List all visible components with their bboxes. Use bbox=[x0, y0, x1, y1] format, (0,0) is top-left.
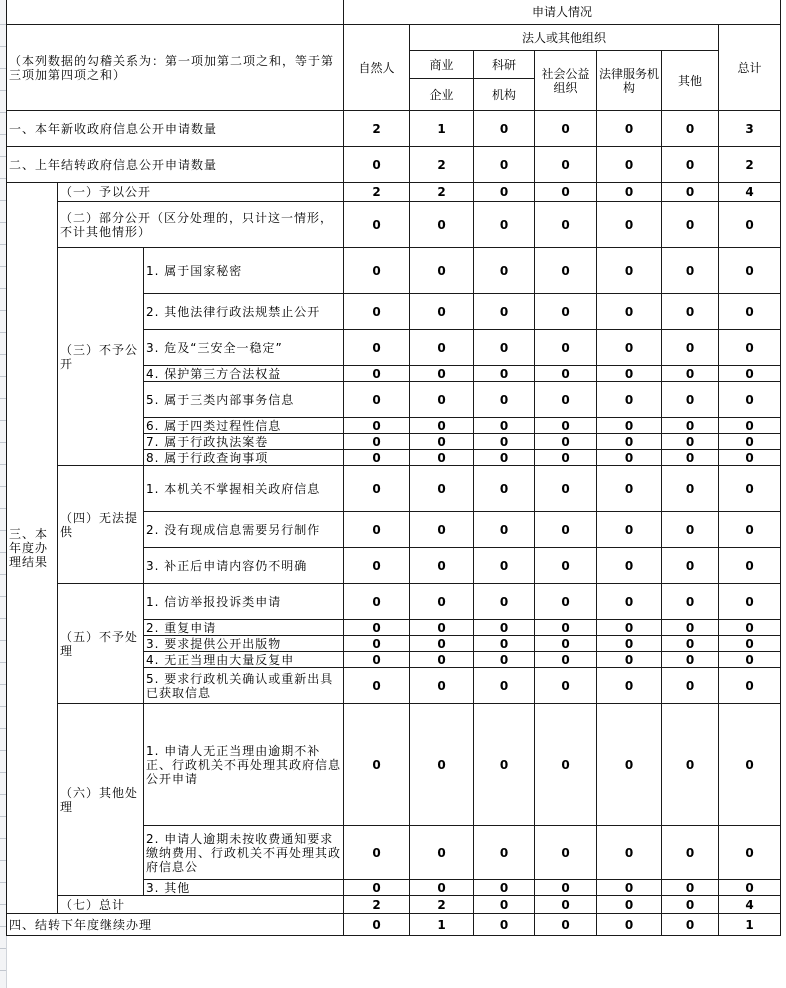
s4-item-label: 3. 补正后申请内容仍不明确 bbox=[144, 548, 344, 584]
s5-item-value-1: 0 bbox=[410, 636, 474, 652]
header-corner-top bbox=[7, 0, 344, 25]
table-row bbox=[7, 111, 781, 147]
s5-item-value-6: 0 bbox=[719, 652, 781, 668]
s4-item-value-5: 0 bbox=[662, 466, 719, 512]
s2-value-1: 0 bbox=[410, 202, 474, 248]
s3-item-value-1: 0 bbox=[410, 330, 474, 366]
s5-item-value-2: 0 bbox=[474, 652, 535, 668]
s5-item-value-5: 0 bbox=[662, 668, 719, 704]
s5-item-label: 3. 要求提供公开出版物 bbox=[144, 636, 344, 652]
header-research-bottom: 机构 bbox=[474, 79, 535, 111]
s4-label: （四）无法提供 bbox=[58, 466, 144, 584]
s6-item-value-6: 0 bbox=[719, 880, 781, 896]
s6-item-value-5: 0 bbox=[662, 826, 719, 880]
s3-item-value-3: 0 bbox=[535, 382, 597, 418]
table-row bbox=[7, 202, 781, 248]
s1-value-2: 0 bbox=[474, 183, 535, 202]
s3-item-value-0: 0 bbox=[344, 294, 410, 330]
header-natural-person: 自然人 bbox=[344, 25, 410, 111]
s4-item-value-5: 0 bbox=[662, 512, 719, 548]
s3-item-value-2: 0 bbox=[474, 366, 535, 382]
s3-item-value-4: 0 bbox=[597, 366, 662, 382]
s5-item-value-6: 0 bbox=[719, 668, 781, 704]
s3-item-value-6: 0 bbox=[719, 450, 781, 466]
s3-item-value-3: 0 bbox=[535, 294, 597, 330]
s6-item-value-2: 0 bbox=[474, 704, 535, 826]
s3-item-value-1: 0 bbox=[410, 450, 474, 466]
header-other: 其他 bbox=[662, 51, 719, 111]
s6-item-value-1: 0 bbox=[410, 880, 474, 896]
s6-item-value-1: 0 bbox=[410, 826, 474, 880]
s3-item-value-4: 0 bbox=[597, 434, 662, 450]
s5-item-value-4: 0 bbox=[597, 620, 662, 636]
s6-item-value-0: 0 bbox=[344, 826, 410, 880]
row-new-requests-value-0: 2 bbox=[344, 111, 410, 147]
s3-item-value-0: 0 bbox=[344, 382, 410, 418]
s6-item-value-0: 0 bbox=[344, 704, 410, 826]
s5-item-value-4: 0 bbox=[597, 668, 662, 704]
s2-value-6: 0 bbox=[719, 202, 781, 248]
s7-label: （七）总计 bbox=[58, 896, 344, 914]
s6-item-value-2: 0 bbox=[474, 880, 535, 896]
s3-item-label: 1. 属于国家秘密 bbox=[144, 248, 344, 294]
s2-label: （二）部分公开（区分处理的，只计这一情形，不计其他情形） bbox=[58, 202, 344, 248]
s3-item-value-3: 0 bbox=[535, 366, 597, 382]
gutter-mark bbox=[0, 948, 6, 949]
s4-item-label: 2. 没有现成信息需要另行制作 bbox=[144, 512, 344, 548]
s4-item-value-3: 0 bbox=[535, 548, 597, 584]
s5-item-value-1: 0 bbox=[410, 668, 474, 704]
s3-item-value-2: 0 bbox=[474, 382, 535, 418]
s6-item-value-5: 0 bbox=[662, 704, 719, 826]
s3-item-value-2: 0 bbox=[474, 294, 535, 330]
table-row bbox=[7, 147, 781, 183]
s5-item-value-1: 0 bbox=[410, 584, 474, 620]
s3-item-value-4: 0 bbox=[597, 330, 662, 366]
s4-item-value-2: 0 bbox=[474, 548, 535, 584]
table-row bbox=[7, 704, 781, 826]
row-carry-forward-value-4: 0 bbox=[597, 914, 662, 936]
s1-label: （一）予以公开 bbox=[58, 183, 344, 202]
s7-value-4: 0 bbox=[597, 896, 662, 914]
row-new-requests-value-1: 1 bbox=[410, 111, 474, 147]
s4-item-value-6: 0 bbox=[719, 512, 781, 548]
s3-item-label: 7. 属于行政执法案卷 bbox=[144, 434, 344, 450]
table-row bbox=[7, 914, 781, 936]
s1-value-5: 0 bbox=[662, 183, 719, 202]
header-social: 社会公益组织 bbox=[535, 51, 597, 111]
header-commercial-bottom: 企业 bbox=[410, 79, 474, 111]
s3-item-value-5: 0 bbox=[662, 248, 719, 294]
s5-item-label: 2. 重复申请 bbox=[144, 620, 344, 636]
row-new-requests-value-4: 0 bbox=[597, 111, 662, 147]
s3-item-value-5: 0 bbox=[662, 366, 719, 382]
s3-item-label: 3. 危及“三安全一稳定” bbox=[144, 330, 344, 366]
s6-label: （六）其他处理 bbox=[58, 704, 144, 896]
s5-item-value-2: 0 bbox=[474, 668, 535, 704]
s4-item-value-2: 0 bbox=[474, 512, 535, 548]
row-carried-over-label: 二、上年结转政府信息公开申请数量 bbox=[7, 147, 344, 183]
s7-value-0: 2 bbox=[344, 896, 410, 914]
s5-item-value-5: 0 bbox=[662, 652, 719, 668]
row-carry-forward-value-3: 0 bbox=[535, 914, 597, 936]
s5-item-value-6: 0 bbox=[719, 636, 781, 652]
header-commercial-top: 商业 bbox=[410, 51, 474, 79]
s7-value-5: 0 bbox=[662, 896, 719, 914]
row-carried-over-value-3: 0 bbox=[535, 147, 597, 183]
s3-item-value-6: 0 bbox=[719, 418, 781, 434]
table-row bbox=[7, 584, 781, 620]
s6-item-value-3: 0 bbox=[535, 704, 597, 826]
s5-item-value-5: 0 bbox=[662, 584, 719, 620]
s3-item-value-2: 0 bbox=[474, 248, 535, 294]
s5-label: （五）不予处理 bbox=[58, 584, 144, 704]
s3-item-value-3: 0 bbox=[535, 248, 597, 294]
s3-item-value-2: 0 bbox=[474, 450, 535, 466]
s3-item-value-1: 0 bbox=[410, 382, 474, 418]
s5-item-value-1: 0 bbox=[410, 652, 474, 668]
s4-item-value-0: 0 bbox=[344, 548, 410, 584]
s3-item-value-2: 0 bbox=[474, 434, 535, 450]
s3-item-value-1: 0 bbox=[410, 418, 474, 434]
s1-value-4: 0 bbox=[597, 183, 662, 202]
s2-value-2: 0 bbox=[474, 202, 535, 248]
s6-item-value-4: 0 bbox=[597, 880, 662, 896]
s5-item-value-4: 0 bbox=[597, 584, 662, 620]
s2-value-3: 0 bbox=[535, 202, 597, 248]
s2-value-4: 0 bbox=[597, 202, 662, 248]
row-new-requests-value-2: 0 bbox=[474, 111, 535, 147]
s3-item-value-3: 0 bbox=[535, 434, 597, 450]
table-row bbox=[7, 466, 781, 512]
s3-item-value-5: 0 bbox=[662, 382, 719, 418]
s6-item-value-5: 0 bbox=[662, 880, 719, 896]
header-legal-org: 法人或其他组织 bbox=[410, 25, 719, 51]
s5-item-value-0: 0 bbox=[344, 584, 410, 620]
table-row bbox=[7, 248, 781, 294]
s6-item-value-6: 0 bbox=[719, 704, 781, 826]
s5-item-value-2: 0 bbox=[474, 584, 535, 620]
gutter-mark bbox=[0, 970, 6, 971]
header-note: （本列数据的勾稽关系为：第一项加第二项之和，等于第三项加第四项之和） bbox=[7, 25, 344, 111]
s5-item-value-3: 0 bbox=[535, 584, 597, 620]
s3-item-label: 2. 其他法律行政法规禁止公开 bbox=[144, 294, 344, 330]
s6-item-value-0: 0 bbox=[344, 880, 410, 896]
s3-item-value-3: 0 bbox=[535, 450, 597, 466]
s6-item-value-3: 0 bbox=[535, 826, 597, 880]
s6-item-value-6: 0 bbox=[719, 826, 781, 880]
s6-item-label: 1. 申请人无正当理由逾期不补正、行政机关不再处理其政府信息公开申请 bbox=[144, 704, 344, 826]
s3-item-value-2: 0 bbox=[474, 418, 535, 434]
s5-item-value-2: 0 bbox=[474, 620, 535, 636]
s3-item-label: 4. 保护第三方合法权益 bbox=[144, 366, 344, 382]
s2-value-5: 0 bbox=[662, 202, 719, 248]
s5-item-value-3: 0 bbox=[535, 636, 597, 652]
row-carried-over-value-1: 2 bbox=[410, 147, 474, 183]
s3-item-value-6: 0 bbox=[719, 248, 781, 294]
s3-item-value-5: 0 bbox=[662, 294, 719, 330]
s3-item-value-4: 0 bbox=[597, 450, 662, 466]
s3-item-value-5: 0 bbox=[662, 418, 719, 434]
s4-item-value-1: 0 bbox=[410, 466, 474, 512]
report-table bbox=[6, 0, 781, 936]
s3-item-value-0: 0 bbox=[344, 366, 410, 382]
s7-value-2: 0 bbox=[474, 896, 535, 914]
s4-item-value-1: 0 bbox=[410, 512, 474, 548]
s3-item-value-1: 0 bbox=[410, 294, 474, 330]
s3-label: （三）不予公开 bbox=[58, 248, 144, 466]
s3-item-label: 5. 属于三类内部事务信息 bbox=[144, 382, 344, 418]
row-new-requests-value-6: 3 bbox=[719, 111, 781, 147]
s2-value-0: 0 bbox=[344, 202, 410, 248]
row-carried-over-value-2: 0 bbox=[474, 147, 535, 183]
table-row bbox=[7, 183, 781, 202]
row-carried-over-value-4: 0 bbox=[597, 147, 662, 183]
s5-item-value-0: 0 bbox=[344, 652, 410, 668]
s5-item-value-5: 0 bbox=[662, 620, 719, 636]
s4-item-value-6: 0 bbox=[719, 548, 781, 584]
s4-item-value-3: 0 bbox=[535, 512, 597, 548]
row-carried-over-value-6: 2 bbox=[719, 147, 781, 183]
s7-value-3: 0 bbox=[535, 896, 597, 914]
s1-value-3: 0 bbox=[535, 183, 597, 202]
header-applicant: 申请人情况 bbox=[344, 0, 781, 25]
s3-item-value-6: 0 bbox=[719, 330, 781, 366]
row-carried-over-value-0: 0 bbox=[344, 147, 410, 183]
s3-item-label: 8. 属于行政查询事项 bbox=[144, 450, 344, 466]
s7-value-1: 2 bbox=[410, 896, 474, 914]
row-new-requests-value-3: 0 bbox=[535, 111, 597, 147]
s4-item-value-4: 0 bbox=[597, 466, 662, 512]
row-carried-over-value-5: 0 bbox=[662, 147, 719, 183]
s3-item-value-0: 0 bbox=[344, 330, 410, 366]
s3-item-value-2: 0 bbox=[474, 330, 535, 366]
section3-label: 三、本年度办理结果 bbox=[7, 183, 58, 914]
header-total: 总计 bbox=[719, 25, 781, 111]
s5-item-label: 5. 要求行政机关确认或重新出具已获取信息 bbox=[144, 668, 344, 704]
row-new-requests-label: 一、本年新收政府信息公开申请数量 bbox=[7, 111, 344, 147]
s5-item-label: 1. 信访举报投诉类申请 bbox=[144, 584, 344, 620]
s5-item-value-2: 0 bbox=[474, 636, 535, 652]
s3-item-label: 6. 属于四类过程性信息 bbox=[144, 418, 344, 434]
s3-item-value-6: 0 bbox=[719, 366, 781, 382]
s3-item-value-3: 0 bbox=[535, 418, 597, 434]
s5-item-value-0: 0 bbox=[344, 668, 410, 704]
s6-item-value-3: 0 bbox=[535, 880, 597, 896]
s3-item-value-1: 0 bbox=[410, 366, 474, 382]
s4-item-value-0: 0 bbox=[344, 512, 410, 548]
s4-item-value-3: 0 bbox=[535, 466, 597, 512]
s3-item-value-4: 0 bbox=[597, 418, 662, 434]
s3-item-value-1: 0 bbox=[410, 248, 474, 294]
s6-item-label: 3. 其他 bbox=[144, 880, 344, 896]
s5-item-value-5: 0 bbox=[662, 636, 719, 652]
s3-item-value-4: 0 bbox=[597, 248, 662, 294]
s3-item-value-5: 0 bbox=[662, 330, 719, 366]
s3-item-value-0: 0 bbox=[344, 434, 410, 450]
s5-item-value-4: 0 bbox=[597, 636, 662, 652]
s5-item-value-3: 0 bbox=[535, 652, 597, 668]
s4-item-value-2: 0 bbox=[474, 466, 535, 512]
s5-item-value-6: 0 bbox=[719, 620, 781, 636]
s6-item-label: 2. 申请人逾期未按收费通知要求缴纳费用、行政机关不再处理其政府信息公 bbox=[144, 826, 344, 880]
s5-item-value-0: 0 bbox=[344, 620, 410, 636]
s6-item-value-2: 0 bbox=[474, 826, 535, 880]
s3-item-value-0: 0 bbox=[344, 418, 410, 434]
s5-item-value-1: 0 bbox=[410, 620, 474, 636]
s3-item-value-4: 0 bbox=[597, 294, 662, 330]
header-legal-service: 法律服务机构 bbox=[597, 51, 662, 111]
row-new-requests-value-5: 0 bbox=[662, 111, 719, 147]
row-carry-forward-value-5: 0 bbox=[662, 914, 719, 936]
s3-item-value-0: 0 bbox=[344, 450, 410, 466]
s1-value-1: 2 bbox=[410, 183, 474, 202]
row-carry-forward-label: 四、结转下年度继续办理 bbox=[7, 914, 344, 936]
s5-item-value-3: 0 bbox=[535, 620, 597, 636]
row-carry-forward-value-6: 1 bbox=[719, 914, 781, 936]
s4-item-value-1: 0 bbox=[410, 548, 474, 584]
s4-item-label: 1. 本机关不掌握相关政府信息 bbox=[144, 466, 344, 512]
s6-item-value-4: 0 bbox=[597, 704, 662, 826]
s5-item-value-0: 0 bbox=[344, 636, 410, 652]
s4-item-value-6: 0 bbox=[719, 466, 781, 512]
s3-item-value-6: 0 bbox=[719, 294, 781, 330]
s1-value-0: 2 bbox=[344, 183, 410, 202]
row-carry-forward-value-2: 0 bbox=[474, 914, 535, 936]
s5-item-value-4: 0 bbox=[597, 652, 662, 668]
s4-item-value-4: 0 bbox=[597, 548, 662, 584]
s7-value-6: 4 bbox=[719, 896, 781, 914]
s6-item-value-4: 0 bbox=[597, 826, 662, 880]
s3-item-value-3: 0 bbox=[535, 330, 597, 366]
row-carry-forward-value-0: 0 bbox=[344, 914, 410, 936]
s4-item-value-0: 0 bbox=[344, 466, 410, 512]
s5-item-value-6: 0 bbox=[719, 584, 781, 620]
row-carry-forward-value-1: 1 bbox=[410, 914, 474, 936]
s3-item-value-6: 0 bbox=[719, 434, 781, 450]
s4-item-value-4: 0 bbox=[597, 512, 662, 548]
s3-item-value-1: 0 bbox=[410, 434, 474, 450]
s1-value-6: 4 bbox=[719, 183, 781, 202]
s5-item-label: 4. 无正当理由大量反复申 bbox=[144, 652, 344, 668]
s6-item-value-1: 0 bbox=[410, 704, 474, 826]
s3-item-value-6: 0 bbox=[719, 382, 781, 418]
s3-item-value-4: 0 bbox=[597, 382, 662, 418]
s4-item-value-5: 0 bbox=[662, 548, 719, 584]
s3-item-value-5: 0 bbox=[662, 450, 719, 466]
s5-item-value-3: 0 bbox=[535, 668, 597, 704]
s3-item-value-5: 0 bbox=[662, 434, 719, 450]
s3-item-value-0: 0 bbox=[344, 248, 410, 294]
table-row bbox=[7, 896, 781, 914]
header-research-top: 科研 bbox=[474, 51, 535, 79]
